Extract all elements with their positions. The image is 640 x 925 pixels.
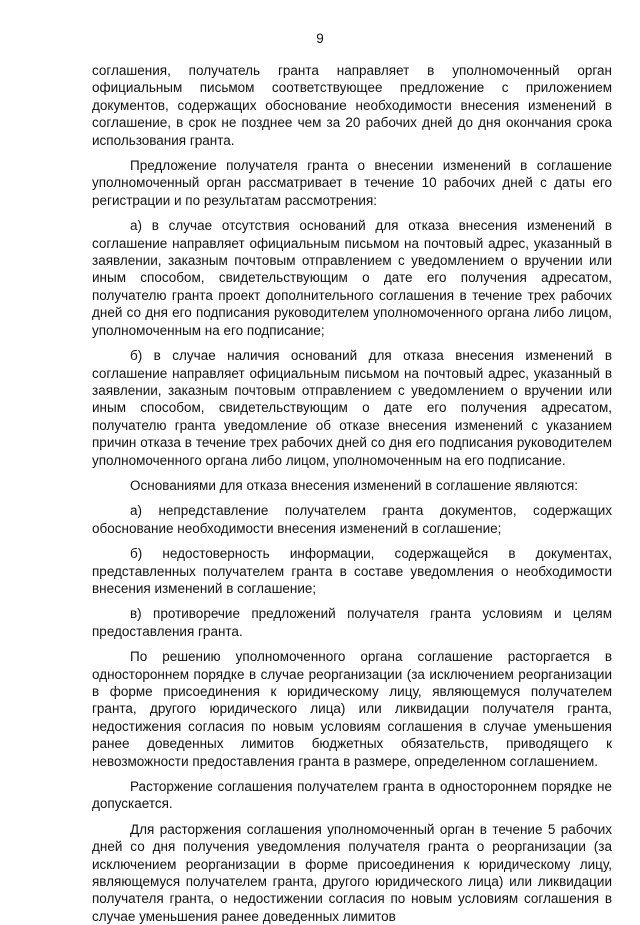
page-number: 9: [316, 31, 324, 46]
paragraph-termination: По решению уполномоченного органа соглашение расторгается в одностороннем порядке в случае реорганизации (за исключением реорганизации в форме присоединения к юридическому лицу, являющемуся получателем гранта, другого юридического лица) или ликвидации получателя гранта, недостижения согласия по новым условиям соглашения в случае уменьшения ранее доведенных лимитов бюджетных обязательств, приводящего к невозможности предоставления гранта в размере, определенном соглашением.: [92, 649, 612, 769]
paragraph-unilateral-ban: Расторжение соглашения получателем гранта в одностороннем порядке не допускается.: [92, 779, 612, 812]
paragraph-proposal-review: Предложение получателя гранта о внесении изменений в соглашение уполномоченный орган рассматривает в течение 10 рабочих дней с даты его регистрации и по результатам рассмотрения:: [92, 158, 612, 208]
document-body: [92, 62, 612, 925]
paragraph-continuation: соглашения, получатель гранта направляет в уполномоченный орган официальным письмом соответствующее предложение с приложением документов, содержащих обоснование необходимости внесения изменений в соглашение, в срок не позднее чем за 20 рабочих дней до дня окончания срока использования гранта.: [92, 63, 612, 148]
paragraph-item-b: б) в случае наличия оснований для отказа внесения изменений в соглашение направляет официальным письмом на почтовый адрес, указанный в заявлении, заказным почтовым отправлением с уведомлением о вручении или иным способом, свидетельствующим о дате его получения адресатом, получателю гранта уведомление об отказе внесения изменений с указанием причин отказа в течение трех рабочих дней со дня его подписания руководителем уполномоченного органа либо лицом, уполномоченным на его подписание.: [92, 348, 612, 468]
paragraph-termination-procedure: Для расторжения соглашения уполномоченный орган в течение 5 рабочих дней со дня получения уведомления получателя гранта о реорганизации (за исключением реорганизации в форме присоединения к юридическому лицу, являющемуся получателем гранта, другого юридического лица) или ликвидации получателя гранта, о недостижении согласия по новым условиям соглашения в случае уменьшения ранее доведенных лимитов: [92, 821, 612, 924]
paragraph-refusal-grounds: Основаниями для отказа внесения изменений в соглашение являются:: [130, 477, 579, 493]
paragraph-ground-a: а) непредставление получателем гранта документов, содержащих обоснование необходимости внесения изменений в соглашение;: [92, 503, 612, 536]
paragraph-item-a: а) в случае отсутствия оснований для отказа внесения изменений в соглашение направляет официальным письмом на почтовый адрес, указанный в заявлении, заказным почтовым отправлением с уведомлением о вручении или иным способом, свидетельствующим о дате его получения адресатом, получателю гранта проект дополнительного соглашения в течение трех рабочих дней со дня его подписания руководителем уполномоченного органа либо лицом, уполномоченным на его подписание;: [92, 218, 612, 338]
paragraph-ground-b: б) недостоверность информации, содержащейся в документах, представленных получателем гранта в составе уведомления о необходимости внесения изменений в соглашение;: [92, 546, 612, 596]
paragraph-ground-c: в) противоречие предложений получателя гранта условиям и целям предоставления гранта.: [92, 606, 612, 639]
